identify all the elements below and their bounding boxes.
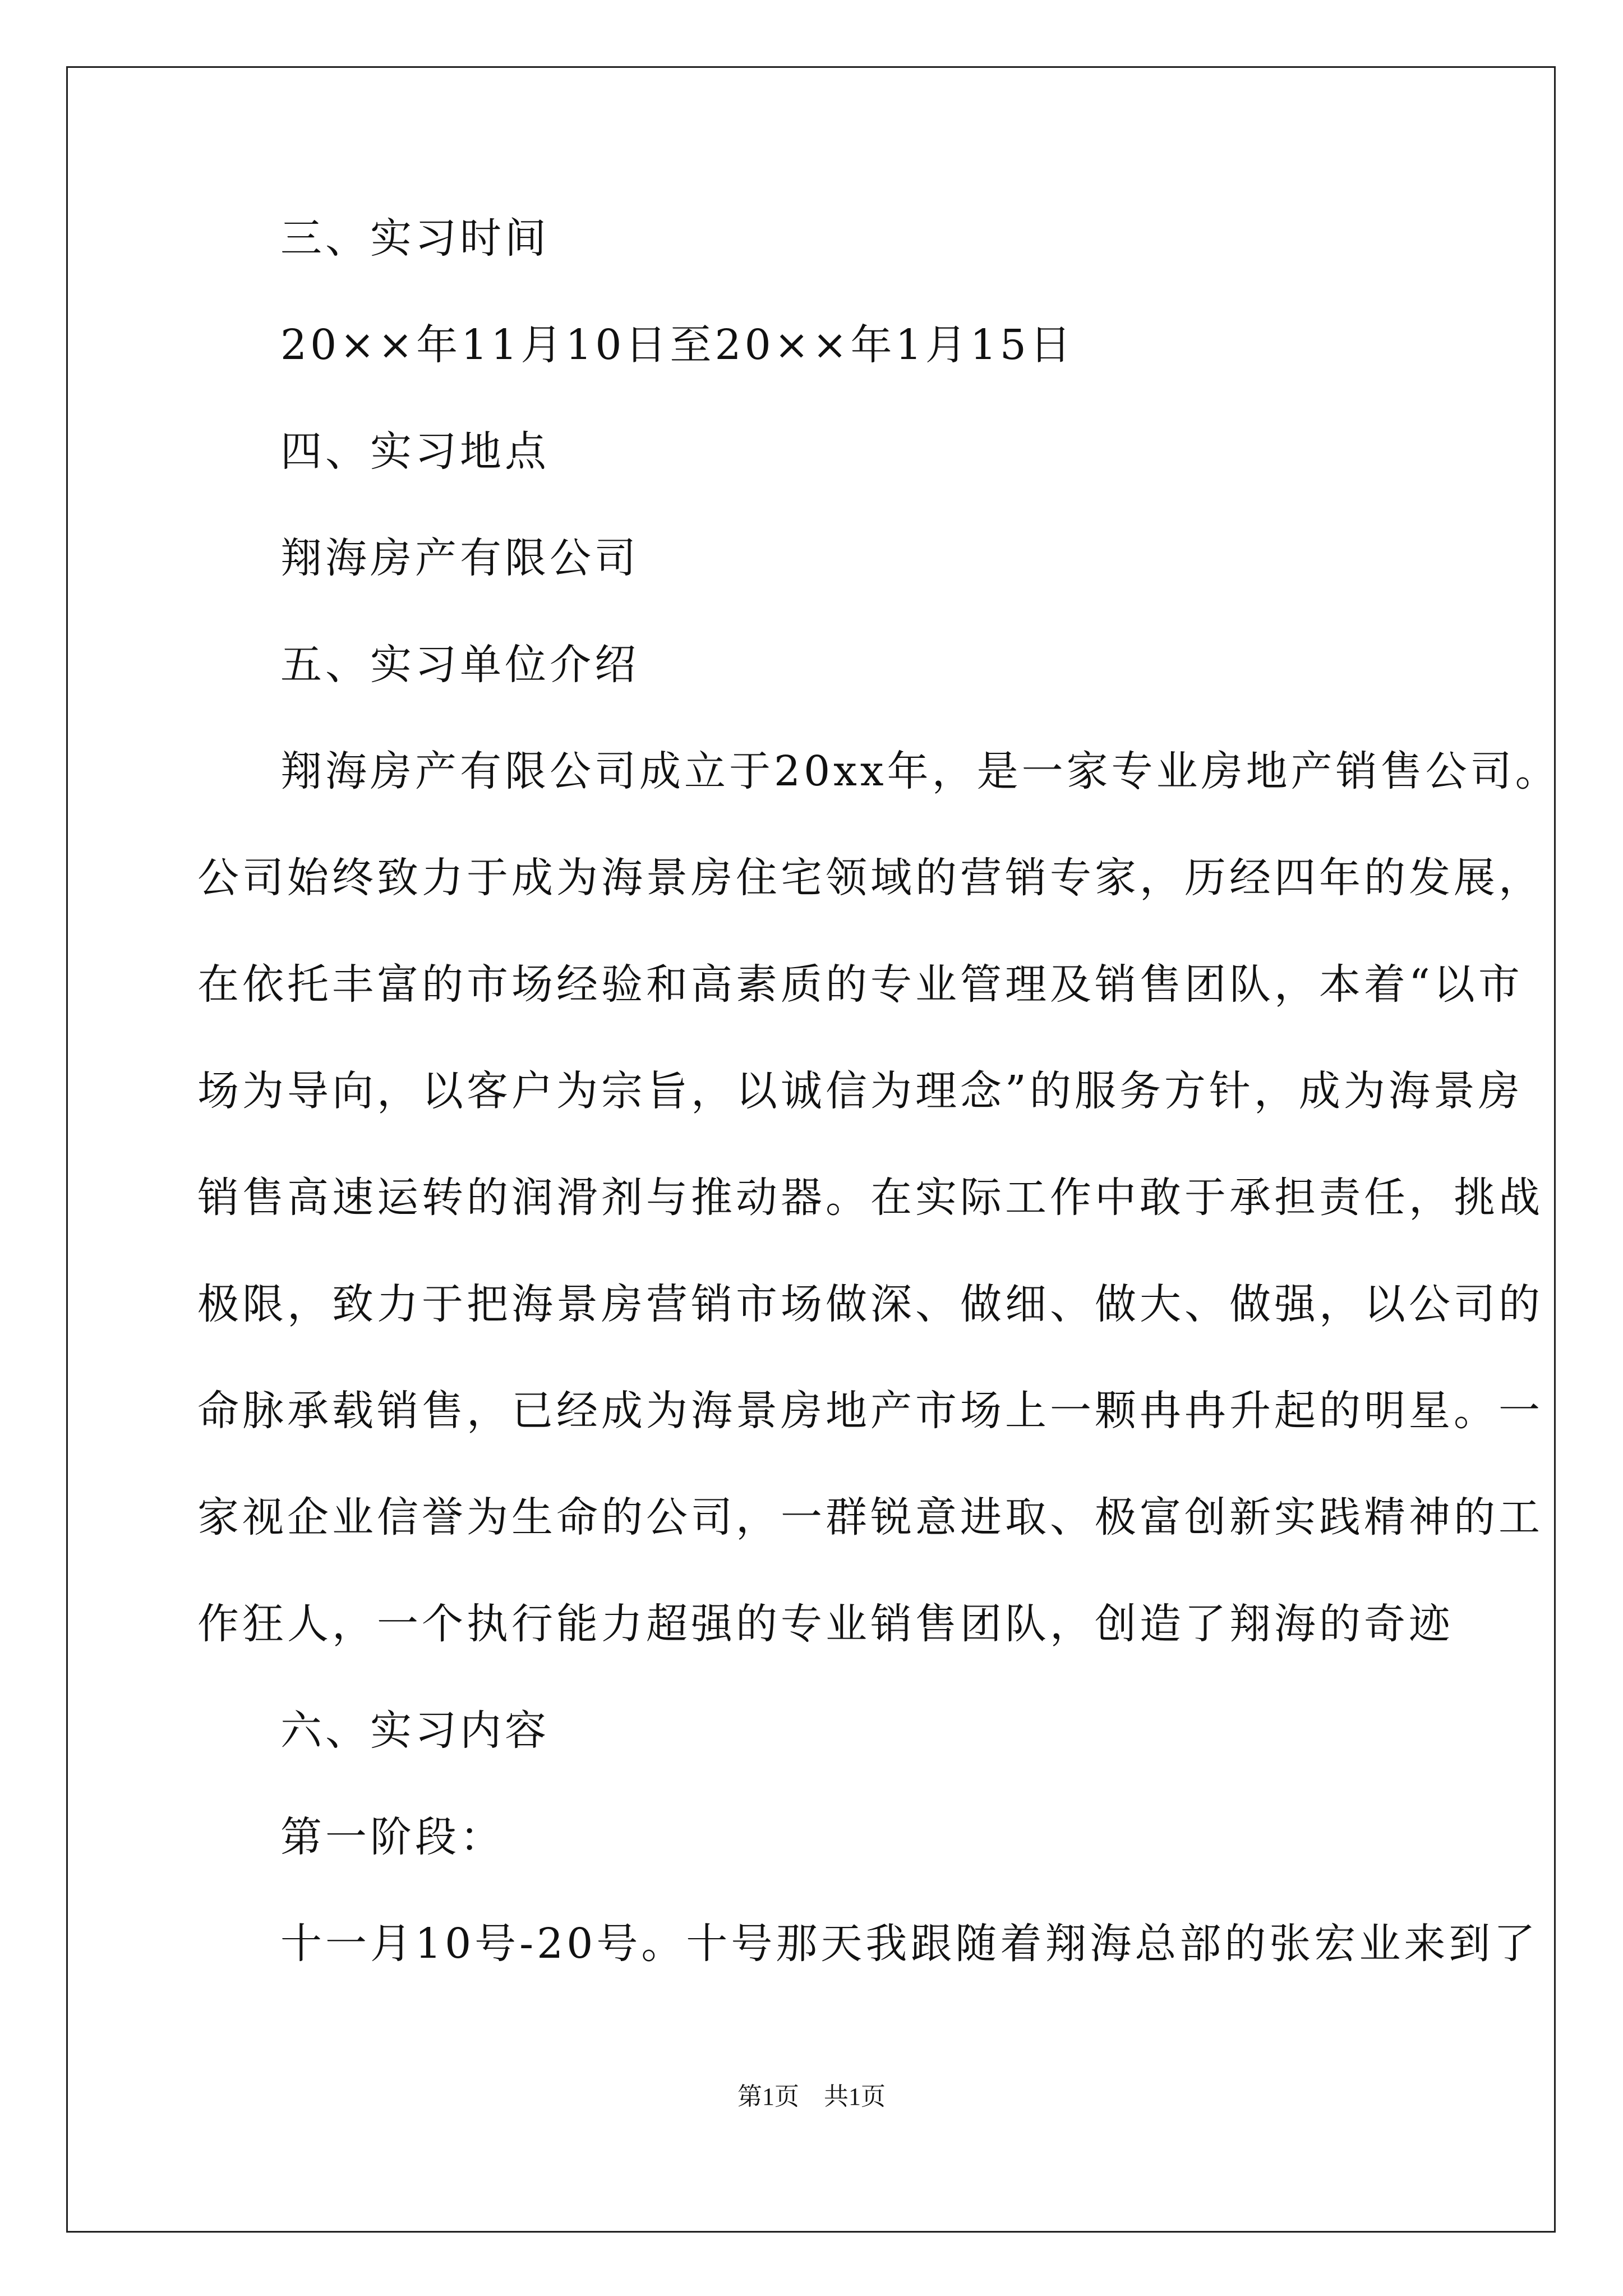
intro-paragraph-line: 在依托丰富的市场经验和高素质的专业管理及销售团队，本着“以市 <box>197 960 1523 1009</box>
page-border <box>66 66 1556 2233</box>
internship-location: 翔海房产有限公司 <box>280 534 639 582</box>
section-heading-company-intro: 五、实习单位介绍 <box>280 641 639 689</box>
intro-paragraph-line: 公司始终致力于成为海景房住宅领域的营销专家，历经四年的发展， <box>197 854 1543 902</box>
internship-period: 20××年11月10日至20××年1月15日 <box>280 321 1075 369</box>
section-heading-internship-time: 三、实习时间 <box>280 214 550 263</box>
intro-paragraph-line: 命脉承载销售，已经成为海景房地产市场上一颗冉冉升起的明星。一 <box>197 1387 1543 1435</box>
intro-paragraph-line: 家视企业信誉为生命的公司，一群锐意进取、极富创新实践精神的工 <box>197 1493 1543 1542</box>
intro-paragraph-line: 场为导向，以客户为宗旨，以诚信为理念”的服务方针，成为海景房 <box>197 1067 1523 1115</box>
stage-one-heading: 第一阶段： <box>280 1813 505 1861</box>
section-heading-internship-content: 六、实习内容 <box>280 1706 550 1755</box>
intro-paragraph-line: 销售高速运转的润滑剂与推动器。在实际工作中敢于承担责任，挑战 <box>197 1174 1543 1222</box>
page-footer: 第1页 共1页 <box>737 2083 886 2110</box>
stage-one-text-line: 十一月10号-20号。十号那天我跟随着翔海总部的张宏业来到了 <box>280 1920 1539 1968</box>
intro-paragraph-line: 作狂人，一个执行能力超强的专业销售团队，创造了翔海的奇迹 <box>197 1600 1454 1648</box>
intro-paragraph-line: 翔海房产有限公司成立于20xx年，是一家专业房地产销售公司。 <box>280 747 1560 795</box>
section-heading-internship-location: 四、实习地点 <box>280 427 550 476</box>
intro-paragraph-line: 极限，致力于把海景房营销市场做深、做细、做大、做强，以公司的 <box>197 1280 1543 1328</box>
